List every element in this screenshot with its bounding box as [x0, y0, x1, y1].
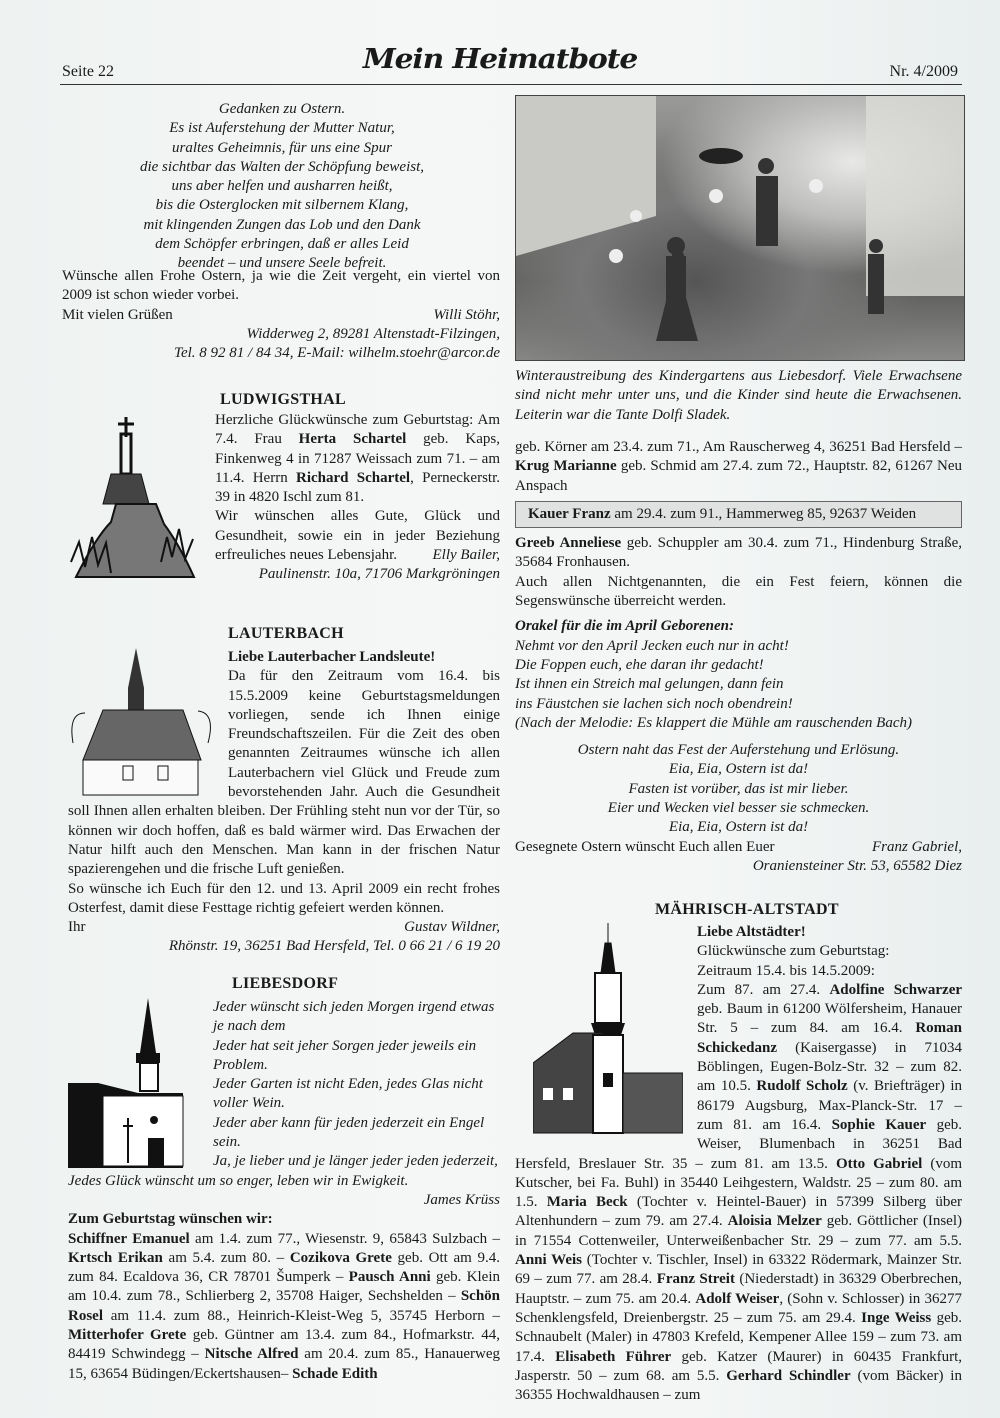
text-run: geb. Schnaubelt (Maler) in 47803 Krefeld, Kempener Allee 159 – zum 73. am 17.4.	[515, 1309, 962, 1365]
text-run: (Tochter v. Heintel-Bauer) in 57399 Silberg über Altenhundern – zum 79. am 27.4.	[515, 1194, 963, 1230]
text-line: Die Foppen euch, ehe daran ihr gedacht!	[515, 656, 764, 673]
salutation: Liebe Lauterbacher Landsleute!	[228, 649, 436, 665]
photo-caption: Winteraustreibung des Kindergartens aus Liebesdorf. Viele Erwachsene sind nicht mehr unter uns, und die Kinder sind heute die Erwachsenen. Leiterin war die Tante Dolfi Sladek.	[515, 368, 962, 423]
text-run: geb. Klein am 10.4. zum 78., Schlierberg 2, 35708 Haiger, Sechshelden –	[68, 1269, 500, 1305]
others-wish: Auch allen Nichtgenannten, die ein Fest feiern, können die Segenswünsche überreicht werden.	[515, 573, 962, 610]
contact: Tel. 8 92 81 / 84 34, E-Mail: wilhelm.stoehr@arcor.de	[173, 345, 500, 362]
text-line: Jedes Glück wünscht um so enger, leben wir in Ewigkeit.	[68, 1172, 409, 1189]
person-name: Krug Marianne	[515, 458, 617, 475]
text-line: Eia, Eia, Ostern ist da!	[668, 761, 809, 778]
town-church-illustration	[533, 923, 683, 1135]
text-line: Jeder wünscht sich jeden Morgen irgend etwas je nach dem	[213, 999, 495, 1035]
text-line: ins Fäustchen sie lachen sich noch obendrein!	[515, 695, 793, 712]
text-run: geb. Kaps, Finkenweg 4 in 71287 Weissach zum 71. – am 11.4. Herrn	[215, 431, 500, 486]
text-run: , Perneckerstr. 39 in 4820 Ischl zum 81.	[215, 469, 500, 506]
header-rule	[60, 84, 962, 85]
text-run: geb. Güntner am 13.4. zum 84., Hofmarkstr. 44, 84419 Schwindegg –	[68, 1327, 500, 1363]
text-run: , (Sohn v. Schlosser) in 36277 Schenklengsfeld, Dreienbergstr. 25 – zum 75. am 29.4.	[515, 1290, 963, 1326]
section-heading-liebesdorf: LIEBESDORF	[232, 975, 339, 992]
person-name: Gerhard Schindler	[726, 1367, 851, 1384]
intro-text: Wünsche allen Frohe Ostern, ja wie die Zeit vergeht, ein viertel von 2009 ist schon wieder vorbei.	[62, 268, 500, 304]
chapel-illustration	[68, 648, 218, 796]
text-run: (vom Kutscher, bei Fa. Buhl) in 35440 Leihgestern, Waldstr. 25 – zum 80. am 1.5.	[515, 1155, 962, 1211]
text-line: die sichtbar das Walten der Schöpfung beweist,	[139, 158, 424, 175]
person-name: Roman Schickedanz	[697, 1020, 962, 1056]
oracle-poem	[515, 637, 962, 733]
text-line: Zeitraum 15.4. bis 14.5.2009:	[697, 962, 875, 979]
text-line: dem Schöpfer erbringen, daß er alles Leid	[155, 236, 409, 253]
person-name: Richard Schartel	[295, 469, 411, 486]
person-name: Herta Schartel	[298, 431, 407, 448]
person-name: Nitsche Alfred	[204, 1346, 299, 1363]
text-line: uraltes Geheimnis, für uns eine Spur	[172, 139, 392, 156]
text-line: Es ist Auferstehung der Mutter Natur,	[169, 120, 395, 137]
person-name: Aloisia Melzer	[727, 1213, 822, 1230]
text-line: mit klingenden Zungen das Lob und den Dank	[143, 216, 421, 233]
text-run: Herzliche Glückwünsche zum Geburtstag: Am 7.4. Frau	[215, 412, 500, 448]
salutation: Liebe Altstädter!	[697, 924, 806, 940]
text-run: geb. Schuppler am 30.4. zum 71., Hindenburg Straße, 35684 Fronhausen.	[515, 535, 962, 571]
text-run: (Niederstadt) in 36329 Oberbrechen, Hauptstr. – zum 75. am 20.4.	[515, 1271, 962, 1307]
person-name: Anni Weis	[515, 1252, 582, 1269]
text-run: geb. Katzer (Maurer) in 60435 Frankfurt, Jasperstr. 50 – zum 68. am 5.5.	[515, 1348, 962, 1384]
person-name: Cozikova Grete	[289, 1249, 392, 1266]
text-run: am 11.4. zum 88., Heinrich-Kleist-Weg 5, 35745 Herborn –	[103, 1307, 500, 1324]
person-name: Otto Gabriel	[835, 1155, 923, 1172]
text-line: (Nach der Melodie: Es klappert die Mühle am rauschenden Bach)	[515, 714, 912, 731]
person-name: Pausch Anni	[348, 1269, 431, 1286]
person-name: Kauer Franz	[528, 505, 611, 522]
address: Rhönstr. 19, 36251 Bad Hersfeld, Tel. 0 66 21 / 6 19 20	[168, 938, 500, 955]
birthday-list-continued	[515, 438, 962, 496]
page-number: Seite 22	[62, 63, 114, 80]
text-line: Jeder Garten ist nicht Eden, jedes Glas nicht voller Wein.	[213, 1076, 483, 1112]
altstadt-section	[515, 923, 962, 1405]
person-name: Maria Beck	[546, 1194, 628, 1211]
section-heading-lauterbach: LAUTERBACH	[228, 625, 344, 642]
signature: Franz Gabriel,	[872, 838, 962, 855]
person-name: Adolfine Schwarzer	[829, 981, 963, 998]
text-line: Jeder hat seit jeher Sorgen jeder jeweils ein Problem.	[213, 1037, 477, 1073]
text-run: am 5.4. zum 80. –	[162, 1249, 290, 1266]
signature: Gustav Wildner,	[404, 919, 500, 936]
text-run: geb. Weiser, Blumenbach in 36251 Bad Hersfeld, Breslauer Str. 35 – zum 81. am 13.5.	[515, 1116, 962, 1172]
text-run: geb. Körner am 23.4. zum 71., Am Rauscherweg 4, 36251 Bad Hersfeld –	[515, 439, 962, 455]
person-name: Schön Rosel	[68, 1288, 500, 1324]
text-line: bis die Osterglocken mit silbernem Klang,	[155, 197, 409, 214]
text-run: am 29.4. zum 91., Hammerweg 85, 92637 Weiden	[610, 505, 917, 522]
ludwigsthal-birthdays	[215, 411, 500, 507]
person-name: Mitterhofer Grete	[68, 1327, 187, 1344]
person-name: Rudolf Scholz	[756, 1078, 848, 1095]
address: Oraniensteiner Str. 53, 65582 Diez	[752, 857, 962, 874]
person-name: Greeb Anneliese	[515, 535, 622, 552]
wish-block	[215, 507, 500, 565]
birthday-entry	[515, 534, 962, 573]
birthday-heading: Zum Geburtstag wünschen wir:	[68, 1211, 273, 1228]
birthday-list	[68, 1230, 500, 1384]
lauterbach-section	[68, 648, 500, 957]
kindergarten-photo	[515, 95, 965, 361]
text-line: Fasten ist vorüber, das ist mir lieber.	[628, 780, 849, 797]
person-name: Schiffner Emanuel	[68, 1230, 190, 1247]
oracle-title: Orakel für die im April Geborenen:	[515, 618, 735, 635]
procession-figures	[516, 96, 965, 361]
person-name: Adolf Weiser	[695, 1290, 780, 1307]
poem-author: James Krüss	[423, 1191, 500, 1208]
text-line: Glückwünsche zum Geburtstag:	[697, 943, 890, 960]
text-line: Eier und Wecken viel besser sie schmecken.	[607, 800, 870, 817]
text-line: Nehmt vor den April Jecken euch nur in acht!	[515, 637, 789, 654]
person-name: Sophie Kauer	[831, 1116, 927, 1133]
cross-illustration	[66, 412, 201, 582]
text-run: geb. Baum in 61200 Wölfersheim, Hanauer Str. 5 – zum 84. am 16.4.	[697, 1001, 962, 1037]
issue-number: Nr. 4/2009	[889, 63, 958, 80]
section-heading-altstadt: MÄHRISCH-ALTSTADT	[655, 901, 839, 918]
person-name: Inge Weiss	[861, 1309, 932, 1326]
intro-section	[62, 267, 500, 363]
text-run: geb. Göttlicher (Insel) in 71554 Cottenweiler, Unterweißenbacher Str. 29 – zum 77. am 5.5.	[515, 1213, 962, 1249]
highlight-box	[515, 501, 962, 528]
lauterbach-text: Da für den Zeitraum vom 16.4. bis 15.5.2009 keine Geburtstagsmeldungen vorliegen, sende ich Ihnen einige Freundschaftszeilen. Für die Zeit des oben genannten Zeitraumes wünsche ich allen Lauterbachern viel Glück und Freude zum bevorstehenden Jahr. Auch die Gesundheit soll Ihnen allen erhalten bleiben. Der Frühling steht nun vor der Tür, so können wir doch hoffen, daß es bald wärmer wird. Das Erwachen der Natur hilft auch den Menschen. Man kann in der frischen Natur spazierengehen und die frische Luft genießen.	[68, 668, 500, 878]
lauterbach-wishes: So wünsche ich Euch für den 12. und 13. April 2009 ein recht frohes Osterfest, damit diese Festtage richtig gefeiert werden können.	[68, 880, 500, 916]
person-name: Franz Streit	[656, 1271, 735, 1288]
person-name: Krtsch Erikan	[68, 1249, 163, 1266]
person-name: Elisabeth Führer	[555, 1348, 672, 1365]
easter-poem	[62, 100, 502, 274]
wish-text: Wir wünschen alles Gute, Glück und Gesundheit, sowie ein in jeder Beziehung erfreuliches neues Lebensjahr.	[215, 508, 500, 564]
section-heading-ludwigsthal: LUDWIGSTHAL	[220, 391, 346, 408]
signature: Elly Bailer,	[432, 547, 500, 564]
text-line: beendet – und unsere Seele befreit.	[177, 255, 387, 272]
text-run: Zum 87. am 27.4.	[697, 981, 830, 998]
text-run: geb. Ott am 9.4. zum 84. Ecaldova 36, CR 78701 Šumperk –	[68, 1249, 500, 1286]
signature: Willi Stöhr,	[433, 306, 500, 323]
text-run: (Kaisergasse) in 71034 Böblingen, Eugen-Bolz-Str. 32 – zum 82. am 10.5.	[697, 1039, 962, 1095]
liebesdorf-continued	[515, 438, 962, 876]
masthead-logo: Mein Heimatbote	[362, 44, 638, 75]
text-run: geb. Schmid am 27.4. zum 72., Hauptstr. 82, 61267 Neu Anspach	[515, 458, 962, 494]
greeting: Mit vielen Grüßen	[62, 306, 173, 323]
text-line: Ist ihnen ein Streich mal gelungen, dann fein	[515, 676, 784, 693]
text-run: am 1.4. zum 77., Wiesenstr. 9, 65843 Sulzbach –	[189, 1230, 500, 1247]
text-line: Ostern naht das Fest der Auferstehung und Erlösung.	[577, 742, 900, 759]
text-line: uns aber helfen und ausharren heißt,	[171, 178, 393, 195]
text-line: Eia, Eia, Ostern ist da!	[668, 819, 809, 836]
easter-verse	[515, 741, 962, 837]
church-illustration	[68, 998, 203, 1170]
text-run: (v. Briefträger) in 86179 Augsburg, Max-Planck-Str. 17 – zum 81. am 16.4.	[697, 1078, 963, 1133]
ludwigsthal-section	[215, 411, 500, 585]
text-run: am 20.4. zum 85., Hanauerweg 15, 63654 Büdingen/Eckertshausen–	[68, 1346, 500, 1382]
text-line: Ja, je lieber und je länger jeder jeden jederzeit,	[213, 1153, 498, 1170]
text-run: (vom Bäcker) in 36355 Hochwaldhausen – zum	[515, 1367, 962, 1404]
text-line: Gedanken zu Ostern.	[218, 101, 346, 117]
person-name: Schade Edith	[292, 1365, 378, 1382]
address: Widderweg 2, 89281 Altenstadt-Filzingen,	[246, 325, 500, 342]
text-run: (Tochter v. Tischler, Insel) in 63322 Rödermark, Mainzer Str. 69 – zum 77. am 28.4.	[515, 1252, 963, 1288]
greeting: Ihr	[68, 919, 86, 936]
address: Paulinenstr. 10a, 71706 Markgröningen	[258, 566, 500, 583]
text-line: Jeder aber kann für jeden jederzeit ein Engel sein.	[213, 1114, 485, 1151]
greeting: Gesegnete Ostern wünscht Euch allen Euer	[515, 838, 775, 855]
liebesdorf-section	[68, 998, 500, 1384]
